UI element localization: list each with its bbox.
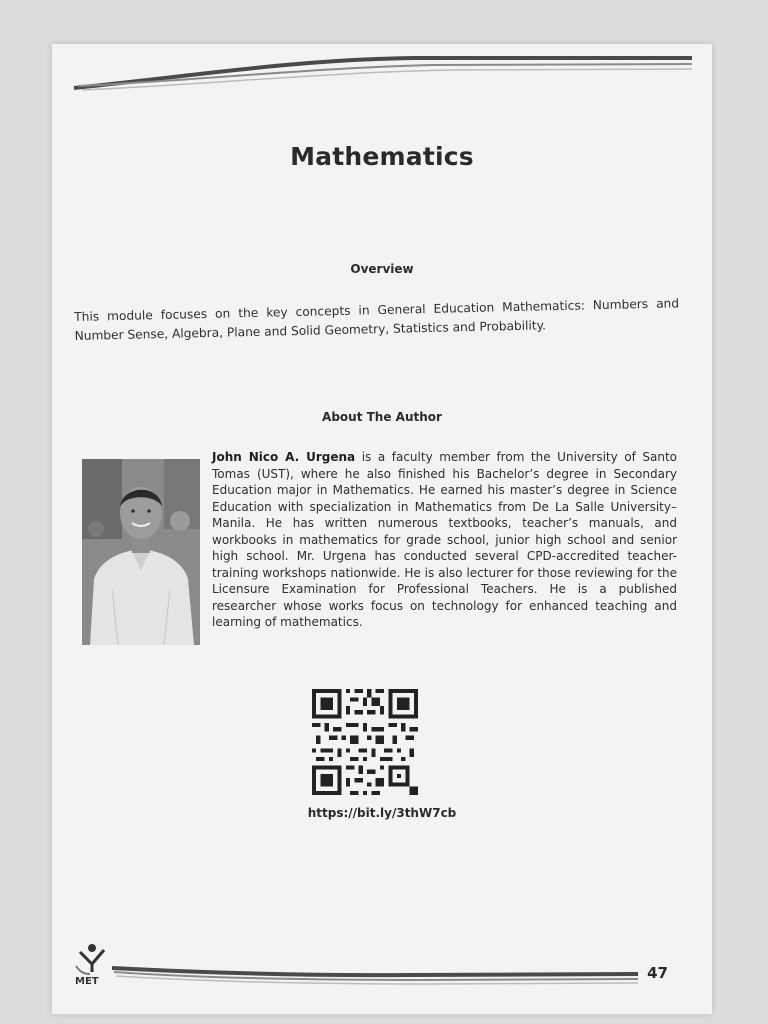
- author-name: John Nico A. Urgena: [212, 450, 356, 464]
- about-author-heading: About The Author: [322, 410, 442, 424]
- author-bio-text: is a faculty member from the University of Santo Tomas (UST), where he also finished his Bachelor’s degree in Secondary Education major in Mathematics. He earned his master’s degree in Science Education with specialization in Mathematics from De La Salle University–Manila. He has written numerous textbooks, teacher’s manuals, and workbooks in mathematics for grade school, junior high school and senior high school. Mr. Urgena has conducted several CPD-accredited teacher-training workshops nationwide. He is also lecturer for those reviewing for the Licensure Examination for Professional Teachers. He is a published researcher whose works focus on technology for enhanced teaching and learning of mathematics.: [212, 450, 677, 629]
- met-logo-icon: [72, 942, 108, 986]
- qr-code-icon[interactable]: [312, 689, 418, 795]
- author-photo: [82, 459, 200, 645]
- logo-text: MET: [75, 976, 99, 986]
- qr-link-url[interactable]: https://bit.ly/3thW7cb: [307, 806, 457, 820]
- overview-text: This module focuses on the key concepts in General Education Mathematics: Numbers and Number Sense, Algebra, Plane and Solid Geometry, Statistics and Probability.: [74, 296, 680, 343]
- page-number: 47: [647, 964, 668, 982]
- page-title: Mathematics: [290, 142, 474, 171]
- overview-heading: Overview: [350, 262, 414, 276]
- top-decorative-rule: [72, 50, 694, 92]
- footer-decorative-rule: [110, 960, 640, 986]
- document-page: [52, 44, 712, 1014]
- author-bio: [212, 449, 677, 631]
